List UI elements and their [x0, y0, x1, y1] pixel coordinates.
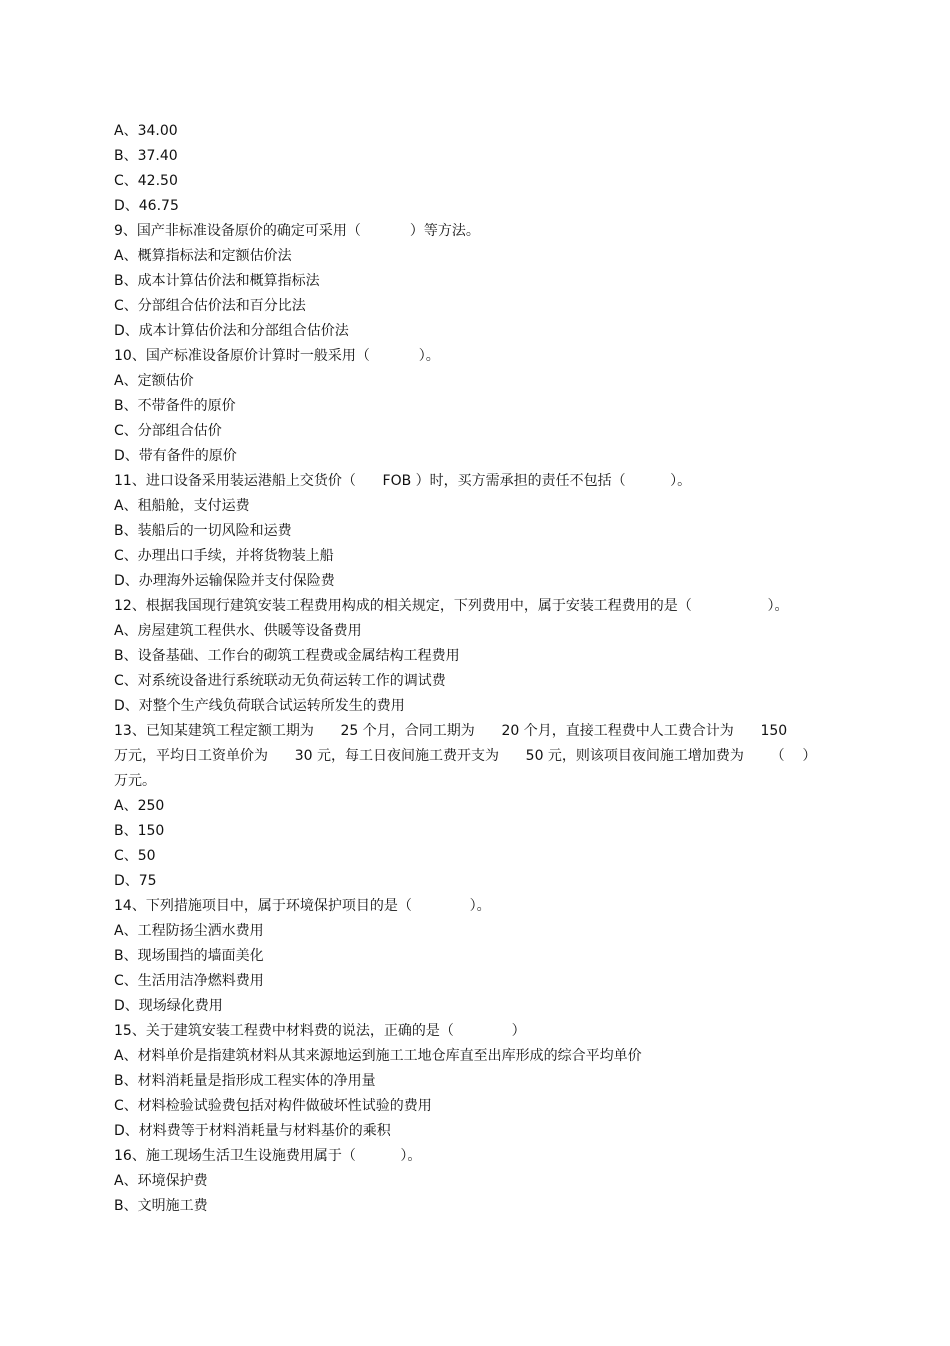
- q12-option-c: C、对系统设备进行系统联动无负荷运转工作的调试费: [114, 673, 446, 689]
- q14-option-b: B、现场围挡的墙面美化: [114, 948, 264, 964]
- question-10: 10、国产标准设备原价计算时一般采用（ ）。: [114, 348, 440, 364]
- question-12: 12、根据我国现行建筑安装工程费用构成的相关规定，下列费用中，属于安装工程费用的是（ ）。: [114, 598, 789, 614]
- q9-option-c: C、分部组合估价法和百分比法: [114, 298, 306, 314]
- question-15: 15、关于建筑安装工程费中材料费的说法，正确的是（ ）: [114, 1023, 526, 1039]
- q11-option-a: A、租船舱，支付运费: [114, 498, 250, 514]
- q10-option-b: B、不带备件的原价: [114, 398, 236, 414]
- question-13-line-2: 万元，平均日工资单价为 30 元，每工日夜间施工费开支为 50 元，则该项目夜间施工增加费为 （ ）: [114, 748, 817, 764]
- question-14: 14、下列措施项目中，属于环境保护项目的是（ ）。: [114, 898, 491, 914]
- document-page: [114, 119, 844, 1219]
- q14-option-c: C、生活用洁净燃料费用: [114, 973, 264, 989]
- q15-option-d: D、材料费等于材料消耗量与材料基价的乘积: [114, 1123, 391, 1139]
- q13-option-b: B、150: [114, 823, 165, 839]
- q10-option-d: D、带有备件的原价: [114, 448, 237, 464]
- q13-option-d: D、75: [114, 873, 157, 889]
- q14-option-d: D、现场绿化费用: [114, 998, 223, 1014]
- q10-option-a: A、定额估价: [114, 373, 194, 389]
- q15-option-c: C、材料检验试验费包括对构件做破坏性试验的费用: [114, 1098, 432, 1114]
- option-a: A、34.00: [114, 123, 178, 139]
- q16-option-b: B、文明施工费: [114, 1198, 208, 1214]
- option-c: C、42.50: [114, 173, 178, 189]
- q15-option-a: A、材料单价是指建筑材料从其来源地运到施工工地仓库直至出库形成的综合平均单价: [114, 1048, 642, 1064]
- question-11: 11、进口设备采用装运港船上交货价（ FOB ）时，买方需承担的责任不包括（ ）。: [114, 473, 692, 489]
- q14-option-a: A、工程防扬尘洒水费用: [114, 923, 264, 939]
- q10-option-c: C、分部组合估价: [114, 423, 222, 439]
- q16-option-a: A、环境保护费: [114, 1173, 208, 1189]
- question-16: 16、施工现场生活卫生设施费用属于（ ）。: [114, 1148, 422, 1164]
- q12-option-a: A、房屋建筑工程供水、供暖等设备费用: [114, 623, 362, 639]
- q13-option-a: A、250: [114, 798, 165, 814]
- q13-option-c: C、50: [114, 848, 156, 864]
- q11-option-c: C、办理出口手续，并将货物装上船: [114, 548, 334, 564]
- q11-option-b: B、装船后的一切风险和运费: [114, 523, 292, 539]
- q11-option-d: D、办理海外运输保险并支付保险费: [114, 573, 335, 589]
- q12-option-b: B、设备基础、工作台的砌筑工程费或金属结构工程费用: [114, 648, 460, 664]
- q9-option-b: B、成本计算估价法和概算指标法: [114, 273, 320, 289]
- option-b: B、37.40: [114, 148, 178, 164]
- question-13-line-3: 万元。: [114, 773, 156, 789]
- option-d: D、46.75: [114, 198, 179, 214]
- question-9: 9、国产非标准设备原价的确定可采用（ ）等方法。: [114, 223, 480, 239]
- q12-option-d: D、对整个生产线负荷联合试运转所发生的费用: [114, 698, 405, 714]
- question-13-line-1: 13、已知某建筑工程定额工期为 25 个月，合同工期为 20 个月，直接工程费中人工费合计为 150: [114, 723, 788, 739]
- q15-option-b: B、材料消耗量是指形成工程实体的净用量: [114, 1073, 376, 1089]
- q9-option-a: A、概算指标法和定额估价法: [114, 248, 292, 264]
- q9-option-d: D、成本计算估价法和分部组合估价法: [114, 323, 349, 339]
